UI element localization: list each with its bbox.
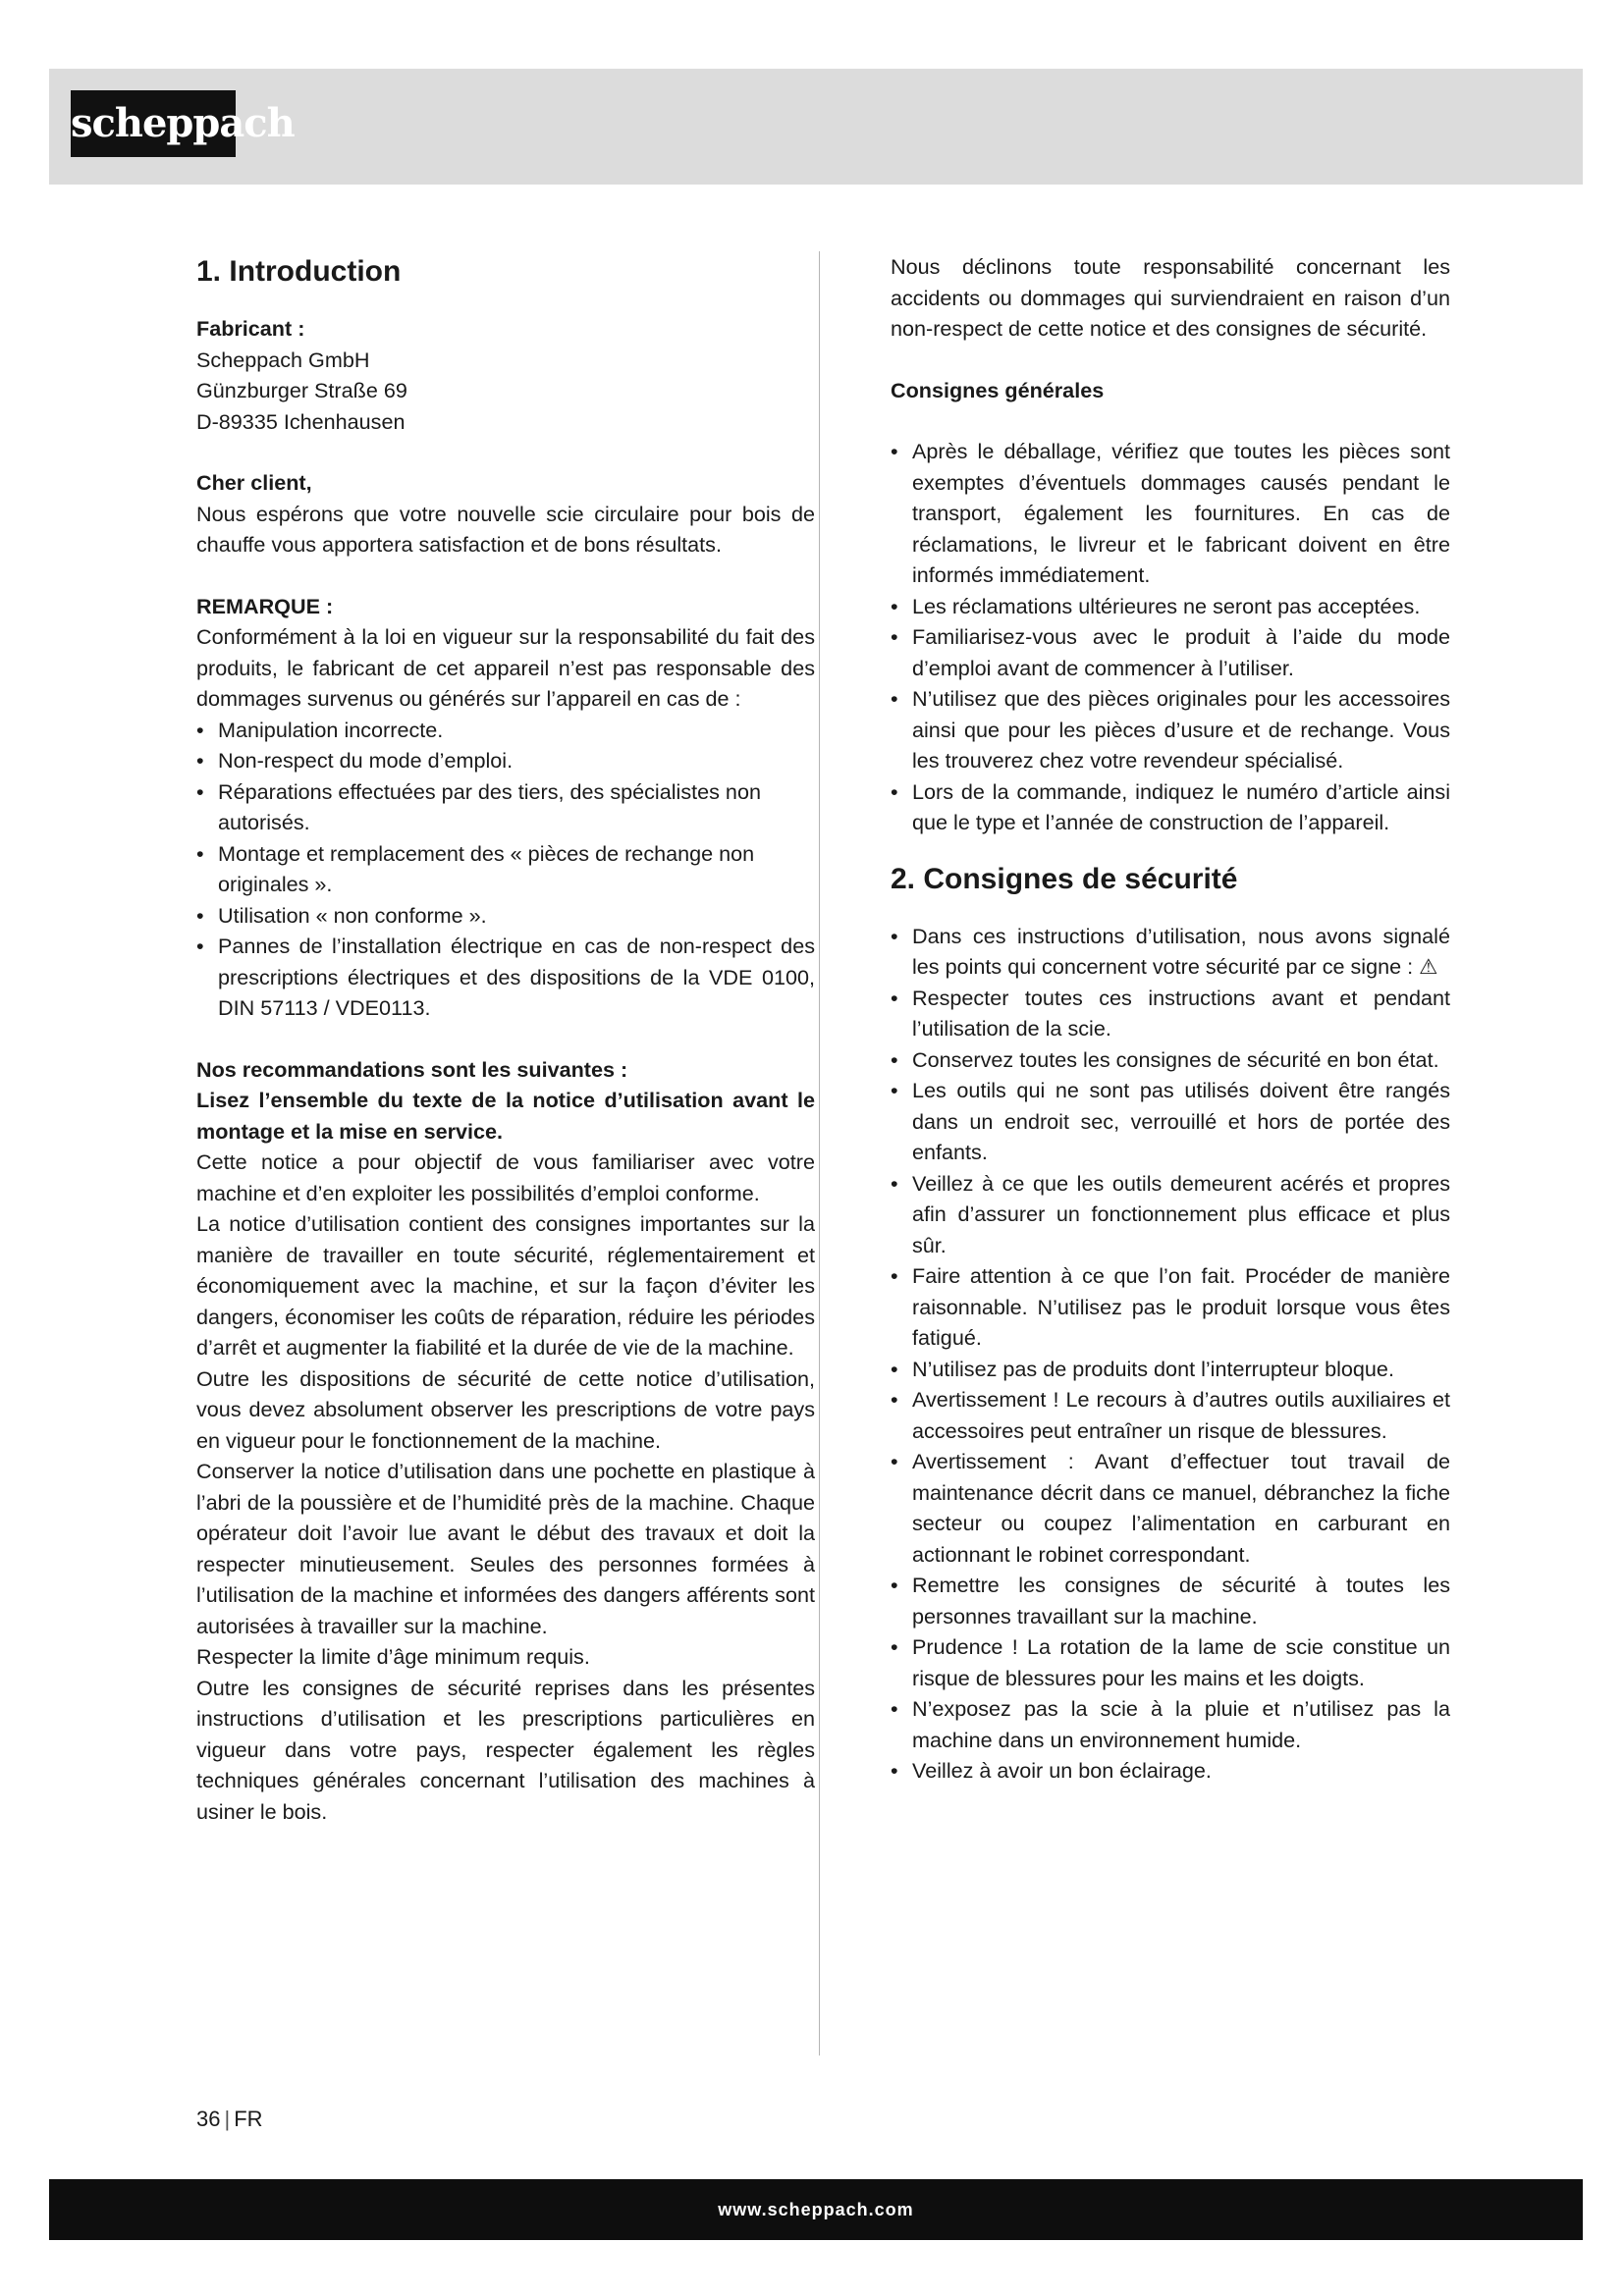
- list-item: • Les réclamations ultérieures ne seront pas acceptées.: [891, 593, 1421, 618]
- recommendations-bold: Lisez l’ensemble du texte de la notice d’utilisation avant le montage et la mise en service.: [196, 1088, 815, 1144]
- website-link[interactable]: www.scheppach.com: [718, 2200, 914, 2219]
- scheppach-logo: scheppach: [71, 90, 236, 157]
- list-item: • Prudence ! La rotation de la lame de scie constitue un risque de blessures pour les mains et les doigts.: [891, 1634, 1450, 1690]
- list-item: • Lors de la commande, indiquez le numéro d’article ainsi que le type et l’année de construction de l’appareil.: [891, 778, 1450, 834]
- list-item: • Utilisation « non conforme ».: [196, 902, 487, 928]
- list-item: • N’utilisez pas de produits dont l’interrupteur bloque.: [891, 1356, 1394, 1381]
- list-item: • Faire attention à ce que l’on fait. Procéder de manière raisonnable. N’utilisez pas le produit lorsque vous êtes fatigué.: [891, 1263, 1450, 1350]
- list-item: • Avertissement : Avant d’effectuer tout travail de maintenance décrit dans ce manuel, débranchez la fiche secteur ou coupez l’alimentation en carburant en actionnant le robinet correspondant.: [891, 1449, 1450, 1567]
- section-title-introduction: 1. Introduction: [196, 255, 402, 288]
- list-item: • Familiarisez-vous avec le produit à l’aide du mode d’emploi avant de commencer à l’utiliser.: [891, 624, 1450, 680]
- list-item: • N’exposez pas la scie à la pluie et n’utilisez pas la machine dans un environnement humide.: [891, 1696, 1450, 1752]
- paragraph: La notice d’utilisation contient des consignes importantes sur la manière de travailler en toute sécurité, réglementairement et économiquement avec la machine, et sur la façon d’éviter les dangers, économiser les coûts de réparation, réduire les périodes d’arrêt et augmenter la fiabilité et la durée de vie de la machine.: [196, 1211, 815, 1360]
- list-item: • Avertissement ! Le recours à d’autres outils auxiliaires et accessoires peut entraîner un risque de blessures.: [891, 1387, 1450, 1443]
- section-title-safety: 2. Consignes de sécurité: [891, 862, 1238, 895]
- paragraph: Conserver la notice d’utilisation dans une pochette en plastique à l’abri de la poussière et de l’humidité près de la machine. Chaque opérateur doit l’avoir lue avant le début des travaux et doit la respecter minutieusement. Seules des personnes formées à l’utilisation de la machine et informées des dangers afférents sont autorisées à travailler sur la machine.: [196, 1459, 815, 1638]
- footer-band: [49, 2179, 1583, 2240]
- list-item: • Montage et remplacement des « pièces de rechange non originales ».: [196, 840, 755, 896]
- list-item: • Remettre les consignes de sécurité à toutes les personnes travaillant sur la machine.: [891, 1573, 1450, 1629]
- list-item: • Veillez à avoir un bon éclairage.: [891, 1758, 1212, 1783]
- page-number-value: 36: [196, 2107, 221, 2131]
- remark-text: Conformément à la loi en vigueur sur la responsabilité du fait des produits, le fabricant de cet appareil n’est pas responsable des dommages survenus ou générés sur l’appareil en cas de :: [196, 624, 815, 711]
- list-item: • Dans ces instructions d’utilisation, nous avons signalé les points qui concernent votre sécurité par ce signe : ⚠: [891, 923, 1450, 979]
- list-item: • Les outils qui ne sont pas utilisés doivent être rangés dans un endroit sec, verrouillé et hors de portée des enfants.: [891, 1078, 1450, 1164]
- manufacturer-line: Günzburger Straße 69: [196, 378, 407, 402]
- safety-list: [891, 921, 1450, 1787]
- page-number: 36 | FR: [196, 2107, 263, 2131]
- list-item: • Respecter toutes ces instructions avant et pendant l’utilisation de la scie.: [891, 985, 1450, 1041]
- remark-label: REMARQUE :: [196, 593, 334, 618]
- list-item: • Non-respect du mode d’emploi.: [196, 748, 514, 773]
- recommendations-label: Nos recommandations sont les suivantes :: [196, 1056, 628, 1082]
- page-language: FR: [234, 2107, 263, 2131]
- greeting: Cher client,: [196, 470, 312, 495]
- remark-list: [196, 715, 815, 1024]
- disclaimer: Nous déclinons toute responsabilité concernant les accidents ou dommages qui surviendraient en raison d’un non-respect de cette notice et des consignes de sécurité.: [891, 254, 1450, 341]
- list-item: • Réparations effectuées par des tiers, des spécialistes non autorisés.: [196, 778, 761, 834]
- list-item: • Pannes de l’installation électrique en cas de non-respect des prescriptions électriques et des dispositions de la VDE 0100, DIN 57113 / VDE0113.: [196, 934, 815, 1020]
- paragraph: Respecter la limite d’âge minimum requis.: [196, 1644, 590, 1669]
- list-item: • Manipulation incorrecte.: [196, 717, 444, 742]
- paragraph: Outre les dispositions de sécurité de cette notice d’utilisation, vous devez absolument observer les prescriptions de votre pays en vigueur pour le fonctionnement de la machine.: [196, 1365, 815, 1453]
- list-item: • Veillez à ce que les outils demeurent acérés et propres afin d’assurer un fonctionnement plus efficace et plus sûr.: [891, 1170, 1450, 1257]
- greeting-text: Nous espérons que votre nouvelle scie circulaire pour bois de chauffe vous apportera satisfaction et de bons résultats.: [196, 501, 815, 557]
- column-divider: [819, 251, 820, 2056]
- paragraph: Cette notice a pour objectif de vous familiariser avec votre machine et d’en exploiter les possibilités d’emploi conforme.: [196, 1149, 815, 1205]
- paragraph: Outre les consignes de sécurité reprises dans les présentes instructions d’utilisation et les prescriptions particulières en vigueur dans votre pays, respecter également les règles techniques générales concernant l’utilisation des machines à usiner le bois.: [196, 1675, 815, 1824]
- list-item: • N’utilisez que des pièces originales pour les accessoires ainsi que pour les pièces d’usure et de rechange. Vous les trouverez chez votre revendeur spécialisé.: [891, 686, 1450, 773]
- manufacturer-line: D-89335 Ichenhausen: [196, 408, 406, 434]
- list-item: • Après le déballage, vérifiez que toutes les pièces sont exemptes d’éventuels dommages causés pendant le transport, également les fournitures. En cas de réclamations, le livreur et le fabricant doivent en être informés immédiatement.: [891, 439, 1450, 587]
- right-column: [891, 251, 1450, 1787]
- list-item: • Conservez toutes les consignes de sécurité en bon état.: [891, 1046, 1439, 1072]
- general-label: Consignes générales: [891, 377, 1105, 402]
- left-column: [196, 251, 815, 1827]
- general-list: [891, 436, 1450, 838]
- manufacturer-label: Fabricant :: [196, 316, 305, 341]
- manufacturer-line: Scheppach GmbH: [196, 347, 370, 372]
- header-band: [49, 69, 1583, 185]
